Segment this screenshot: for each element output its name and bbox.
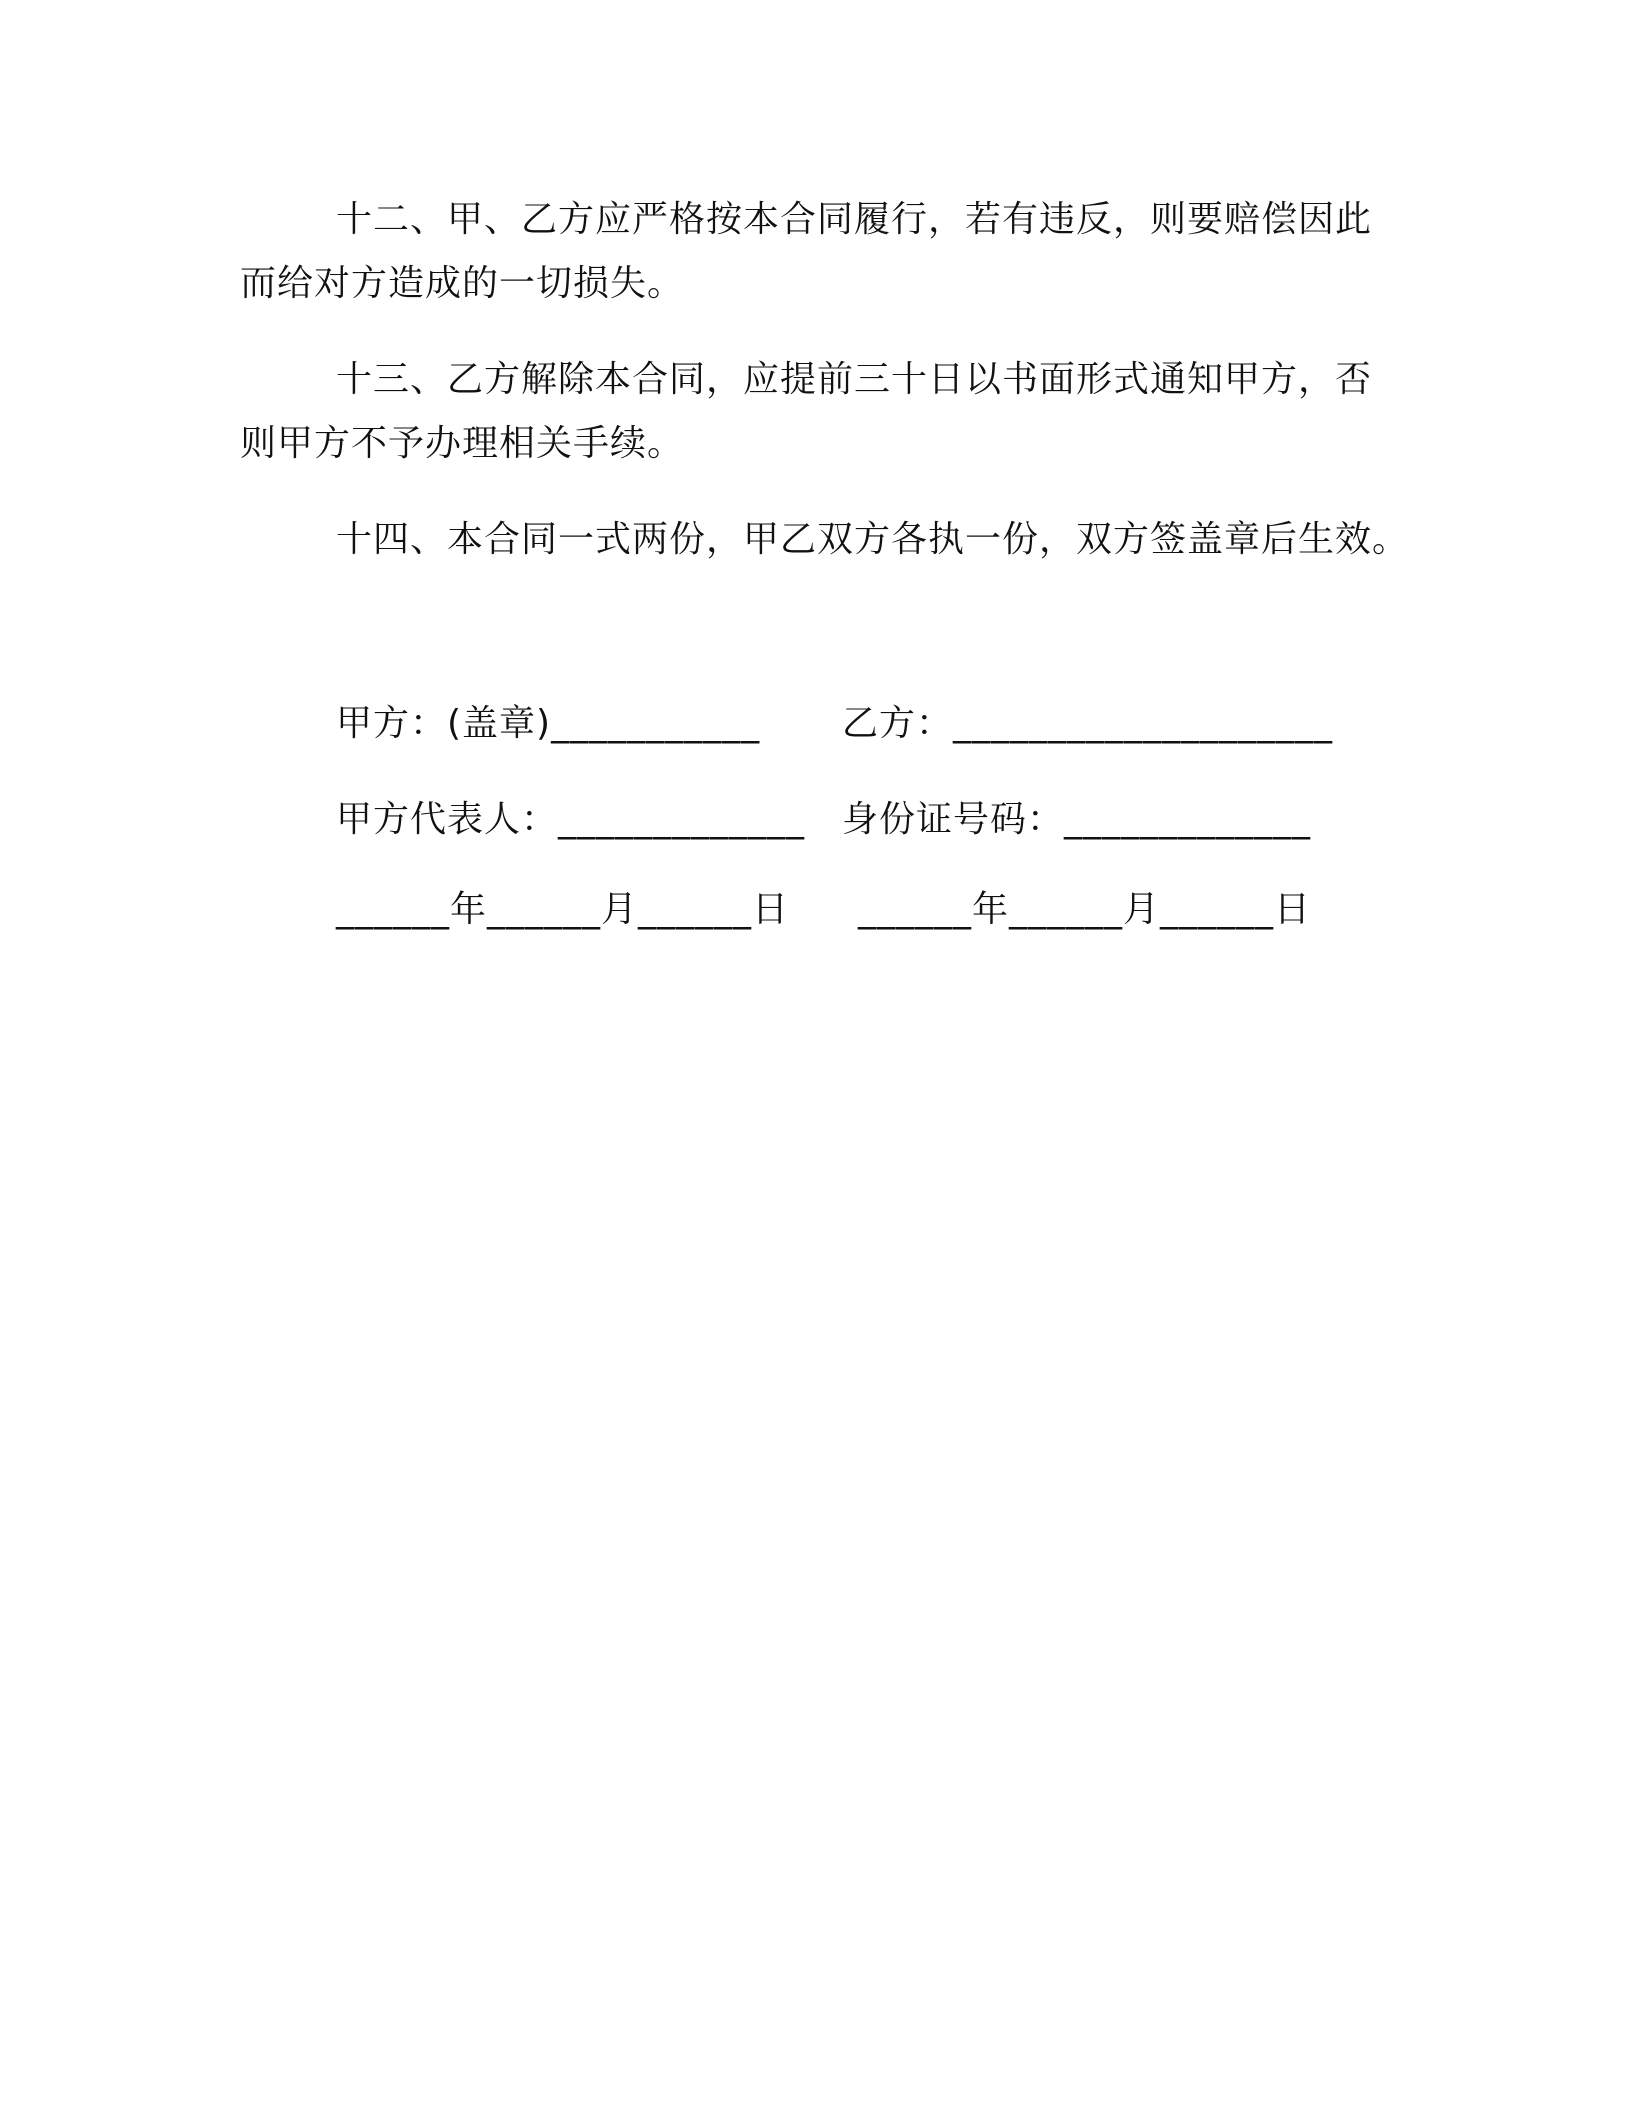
clause-thirteen: 十三、乙方解除本合同，应提前三十日以书面形式通知甲方，否则甲方不予办理相关手续。	[240, 359, 1373, 464]
party-a-representative-line: 甲方代表人：_____________	[336, 799, 806, 840]
clause-twelve: 十二、甲、乙方应严格按本合同履行，若有违反，则要赔偿因此而给对方造成的一切损失。	[240, 199, 1373, 304]
party-a-date-line: ______年______月______日	[336, 889, 789, 930]
party-b-date-line: ______年______月______日	[858, 889, 1311, 930]
id-number-line: 身份证号码：_____________	[842, 799, 1312, 840]
signature-row-parties	[0, 694, 1632, 754]
signature-row-dates	[0, 880, 1632, 940]
party-b-line: 乙方：____________________	[842, 703, 1334, 744]
signature-row-representative	[0, 790, 1632, 850]
clause-fourteen: 十四、本合同一式两份，甲乙双方各执一份，双方签盖章后生效。	[336, 519, 1410, 560]
party-a-seal-line: 甲方：(盖章)___________	[336, 703, 761, 744]
